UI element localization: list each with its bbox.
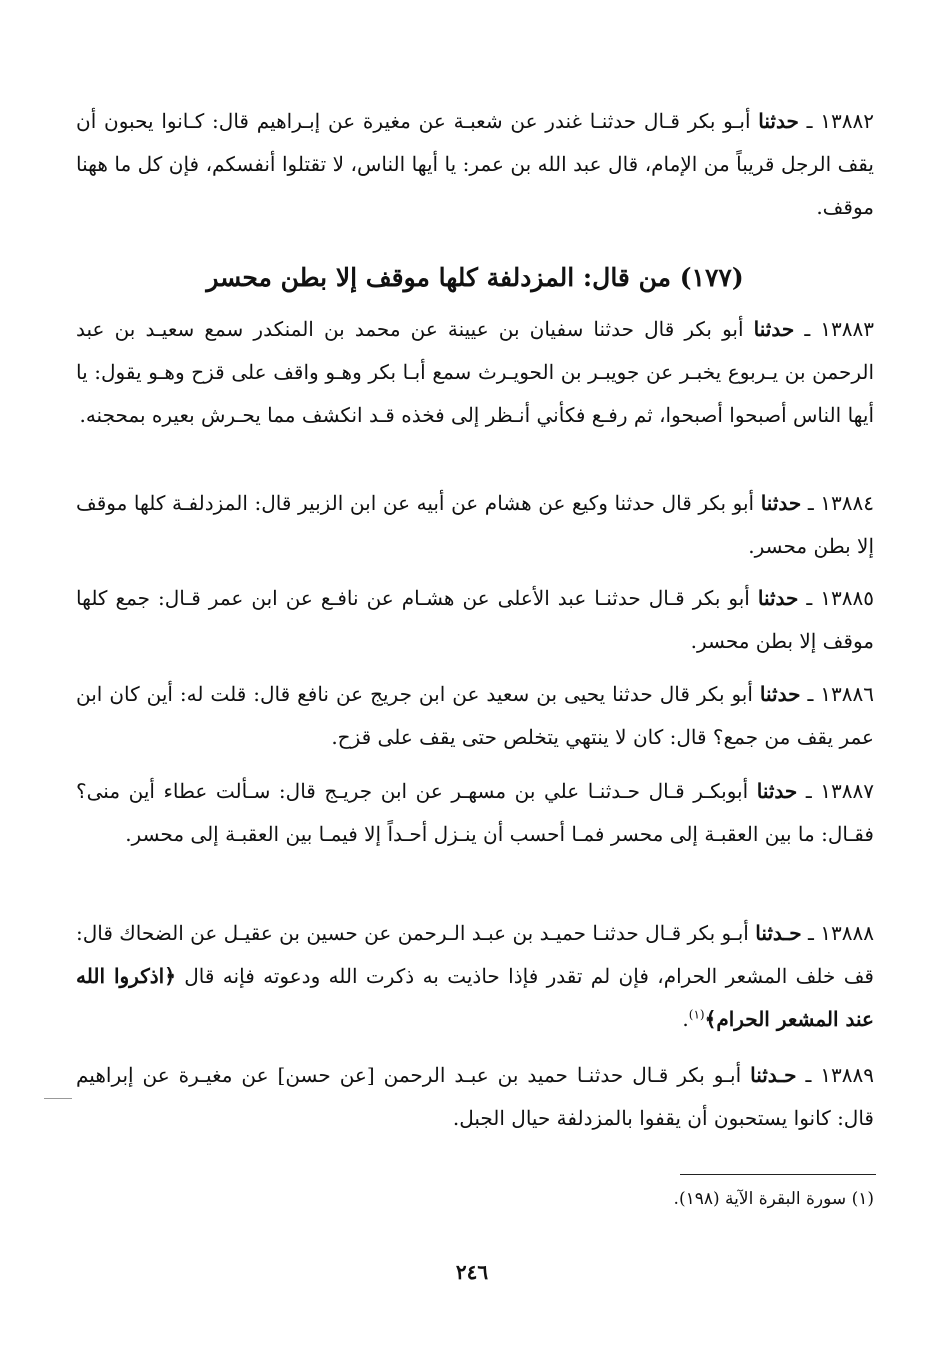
hadith-text: أبوبكـر قـال حـدثنـا علي بن مسهـر عن ابن جريـج قال: سـألت عطاء أين منى؟ فقـال: ما بين العقبـة إلى محسر فمـا أحسب أن ينـزل أحـداً إلا فيمـا بين العقبـة إلى محسر. bbox=[76, 779, 874, 846]
hadith-number: ١٣٨٨٦ bbox=[820, 682, 875, 706]
hadith-paragraph: ١٣٨٨٦ ـ حدثنا أبو بكر قال حدثنا يحيى بن سعيد عن ابن جريج عن نافع قال: قلت له: أين كان ابن عمر يقف من جمع؟ قال: كان لا ينتهي يتخلص حتى يقف على قزح. bbox=[76, 682, 875, 749]
hadith-keyword: حـدثنا bbox=[750, 1063, 797, 1087]
hadith-text: أبو بكر قال حدثنا وكيع عن هشام عن أبيه عن ابن الزبير قال: المزدلفـة كلها موقف إلا بطن محسر. bbox=[76, 491, 874, 558]
hadith-keyword: حدثنا bbox=[760, 491, 802, 515]
hadith-number: ١٣٨٨٢ bbox=[820, 109, 874, 133]
footnote-divider bbox=[680, 1174, 876, 1175]
footnote-marker: (١) bbox=[688, 1007, 705, 1022]
hadith-number: ١٣٨٨٩ bbox=[820, 1063, 875, 1087]
hadith-text: أبو بكر قال حدثنا سفيان بن عيينة عن محمد بن المنكدر سمع سعيـد بن عبد الرحمن بن يـربوع يخبـر عن جويبـر بن الحويـرث سمع أبـا بكر وهـو واقف على قزح وهـو يقول: يا أيها الناس أصبحوا أصبحوا، ثم رفـع فكأني أنـظر إلى فخذه قـد انكشف مما يحـرش بعيره بمحجنه. bbox=[76, 317, 874, 427]
hadith-keyword: حدثنا bbox=[756, 779, 798, 803]
hadith-text: أبو بكر قـال حدثنـا عبد الأعلى عن هشـام عن نافـع عن ابن عمر قـال: جمع كلها موقف إلا بطن محسر. bbox=[76, 586, 874, 653]
hadith-paragraph: ١٣٨٨٩ ـ حـدثنا أبـو بكر قـال حدثنـا حميد بن عبـد الرحمن [عن حسن] عن مغيـرة عن إبراهيم قال: كانوا يستحبون أن يقفوا بالمزدلفة حيال الجبل. bbox=[76, 1063, 875, 1130]
hadith-paragraph: ١٣٨٨٢ ـ حدثنا أبـو بكر قـال حدثنـا غندر عن شعبـة عن مغيرة عن إبـراهيم قال: كـانوا يحبون أن يقف الرجل قريباً من الإمام، قال عبد الله بن عمر: يا أيها الناس، لا تقتلوا أنفسكم، فإن كل ما ههنا موقف. bbox=[76, 109, 874, 219]
hadith-keyword: حـدثنا bbox=[755, 921, 802, 945]
hadith-text: أبـو بكر قـال حدثنـا حميـد بن عبـد الـرحمن عن حسين بن عقيـل عن الضحاك قال: قف خلف المشعر الحرام، فإن لم تقدر فإذا حاذيت به ذكرت الله ودعوته فإنه قال bbox=[76, 921, 874, 988]
footnote: (١) سورة البقرة الآية (١٩٨). bbox=[673, 1189, 874, 1209]
hadith-number: ١٣٨٨٣ bbox=[820, 317, 875, 341]
hadith-number: ١٣٨٨٥ bbox=[820, 586, 875, 610]
hadith-number: ١٣٨٨٤ bbox=[820, 491, 875, 515]
hadith-paragraph: ١٣٨٨٣ ـ حدثنا أبو بكر قال حدثنا سفيان بن عيينة عن محمد بن المنكدر سمع سعيـد بن عبد الرحمن بن يـربوع يخبـر عن جويبـر بن الحويـرث سمع أبـا بكر وهـو واقف على قزح وهـو يقول: يا أيها الناس أصبحوا أصبحوا، ثم رفـع فكأني أنـظر إلى فخذه قـد انكشف مما يحـرش بعيره بمحجنه. bbox=[76, 317, 875, 427]
margin-mark bbox=[44, 1098, 72, 1099]
hadith-keyword: حدثنا bbox=[757, 586, 799, 610]
hadith-paragraph: ١٣٨٨٤ ـ حدثنا أبو بكر قال حدثنا وكيع عن هشام عن أبيه عن ابن الزبير قال: المزدلفـة كلها موقف إلا بطن محسر. bbox=[76, 491, 875, 558]
hadith-number: ١٣٨٨٧ bbox=[820, 779, 875, 803]
hadith-keyword: حدثنا bbox=[758, 109, 799, 133]
hadith-keyword: حدثنا bbox=[759, 682, 801, 706]
chapter-heading: (١٧٧) من قال: المزدلفة كلها موقف إلا بطن محسر bbox=[206, 263, 744, 292]
quran-verse: ﴿اذكروا الله عند المشعر الحرام﴾ bbox=[76, 964, 874, 1031]
hadith-text: أبـو بكر قـال حدثنـا غندر عن شعبـة عن مغيرة عن إبـراهيم قال: كـانوا يحبون أن يقف الرجل قريباً من الإمام، قال عبد الله بن عمر: يا أيها الناس، لا تقتلوا أنفسكم، فإن كل ما ههنا موقف. bbox=[76, 109, 874, 219]
hadith-text: أبو بكر قال حدثنا يحيى بن سعيد عن ابن جريج عن نافع قال: قلت له: أين كان ابن عمر يقف من جمع؟ قال: كان لا ينتهي يتخلص حتى يقف على قزح. bbox=[76, 682, 874, 749]
hadith-number: ١٣٨٨٨ bbox=[820, 921, 874, 945]
hadith-paragraph: ١٣٨٨٥ ـ حدثنا أبو بكر قـال حدثنـا عبد الأعلى عن هشـام عن نافـع عن ابن عمر قـال: جمع كلها موقف إلا بطن محسر. bbox=[76, 586, 875, 653]
hadith-tail: . bbox=[682, 1007, 689, 1031]
hadith-text: أبـو بكر قـال حدثنـا حميد بن عبـد الرحمن [عن حسن] عن مغيـرة عن إبراهيم قال: كانوا يستحبون أن يقفوا بالمزدلفة حيال الجبل. bbox=[76, 1063, 874, 1130]
hadith-keyword: حدثنا bbox=[753, 317, 795, 341]
hadith-paragraph: ١٣٨٨٨ ـ حـدثنا أبـو بكر قـال حدثنـا حميـد بن عبـد الـرحمن عن حسين بن عقيـل عن الضحاك قال: قف خلف المشعر الحرام، فإن لم تقدر فإذا حاذيت به ذكرت الله ودعوته فإنه قال ﴿اذكروا الله عند المشعر الحرام﴾$^{(١)}$. bbox=[76, 921, 874, 1031]
hadith-paragraph: ١٣٨٨٧ ـ حدثنا أبوبكـر قـال حـدثنـا علي بن مسهـر عن ابن جريـج قال: سـألت عطاء أين منى؟ فقـال: ما بين العقبـة إلى محسر فمـا أحسب أن ينـزل أحـداً إلا فيمـا بين العقبـة إلى محسر. bbox=[76, 779, 875, 846]
page-number: ٢٤٦ bbox=[455, 1260, 489, 1284]
